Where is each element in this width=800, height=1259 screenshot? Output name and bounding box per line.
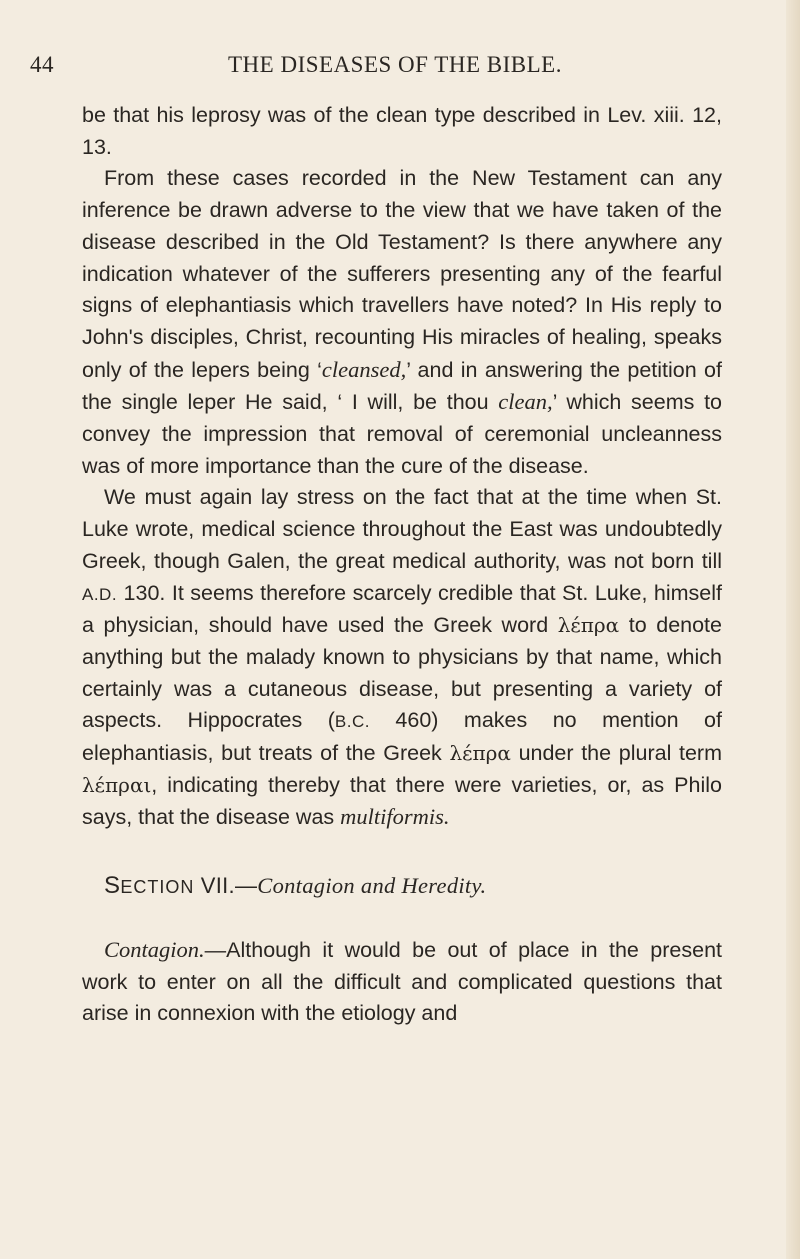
- paragraph-2: [82, 163, 722, 482]
- greek-word-leprai: λέπραι: [82, 772, 152, 797]
- section-title: Contagion and Heredity.: [257, 873, 487, 899]
- section-number: VII.—: [194, 873, 258, 899]
- running-header: [30, 52, 730, 84]
- small-caps-bc: B.C.: [334, 712, 370, 732]
- text-run: From these cases recorded in the New Testament can any inference be drawn adverse to the view that we have taken of the disease described in the Old Testament? Is there anywhere any indication whatever of the sufferers presenting any of the fearful signs of elephantiasis which travellers have noted? In His reply to John's disciples, Christ, recounting His miracles of healing, speaks only of the lepers being ‘: [82, 166, 722, 382]
- small-caps-ad: A.D.: [82, 584, 118, 604]
- text-run: ’ and in answering the petition of the single leper He said, ‘ I will, be thou: [82, 357, 722, 415]
- text-run: to denote anything but the malady known to physicians by that name, which certainly was a cutaneous disease, but presenting a variety of aspects. Hippocrates (: [82, 613, 722, 733]
- text-run: ’ which seems to convey the impression that removal of ceremonial uncleanness was of more importance than the cure of the disease.: [82, 390, 723, 478]
- paragraph-3: [82, 482, 722, 834]
- italic-multiformis: multiformis.: [340, 804, 450, 830]
- italic-clean: clean,: [498, 389, 553, 415]
- text-run: under the plural term: [510, 741, 722, 766]
- greek-word-lepra: λέπρα: [557, 613, 620, 638]
- text-run: —Although it would be out of place in the present work to enter on all the difficult and complicated questions that arise in connexion with the etiology and: [82, 937, 722, 1026]
- paragraph-4: [82, 934, 722, 1030]
- text-run: 130. It seems therefore scarcely credible that St. Luke, himself a physician, should have used the Greek word: [82, 580, 722, 638]
- section-smallcaps: ECTION: [120, 877, 195, 898]
- text-run: 460) makes no mention of elephantiasis, but treats of the Greek: [82, 708, 722, 766]
- body-text: [82, 100, 722, 1030]
- text-run: be that his leprosy was of the clean type described in Lev. xiii. 12, 13.: [82, 103, 722, 159]
- greek-word-lepra-2: λέπρα: [449, 741, 511, 766]
- text-run: We must again lay stress on the fact that at the time when St. Luke wrote, medical science throughout the East was undoubtedly Greek, though Galen, the great medical authority, was not born till: [82, 485, 722, 573]
- section-cap: S: [104, 872, 121, 900]
- page-edge: [786, 0, 800, 1259]
- page-number: 44: [30, 52, 54, 77]
- paragraph-1: [82, 100, 722, 163]
- italic-contagion: Contagion.: [104, 936, 205, 962]
- section-heading: [82, 870, 722, 904]
- running-title: THE DISEASES OF THE BIBLE.: [228, 52, 562, 77]
- italic-cleansed: cleansed,: [321, 356, 407, 382]
- text-run: , indicating thereby that there were varieties, or, as Philo says, that the disease was: [82, 772, 722, 830]
